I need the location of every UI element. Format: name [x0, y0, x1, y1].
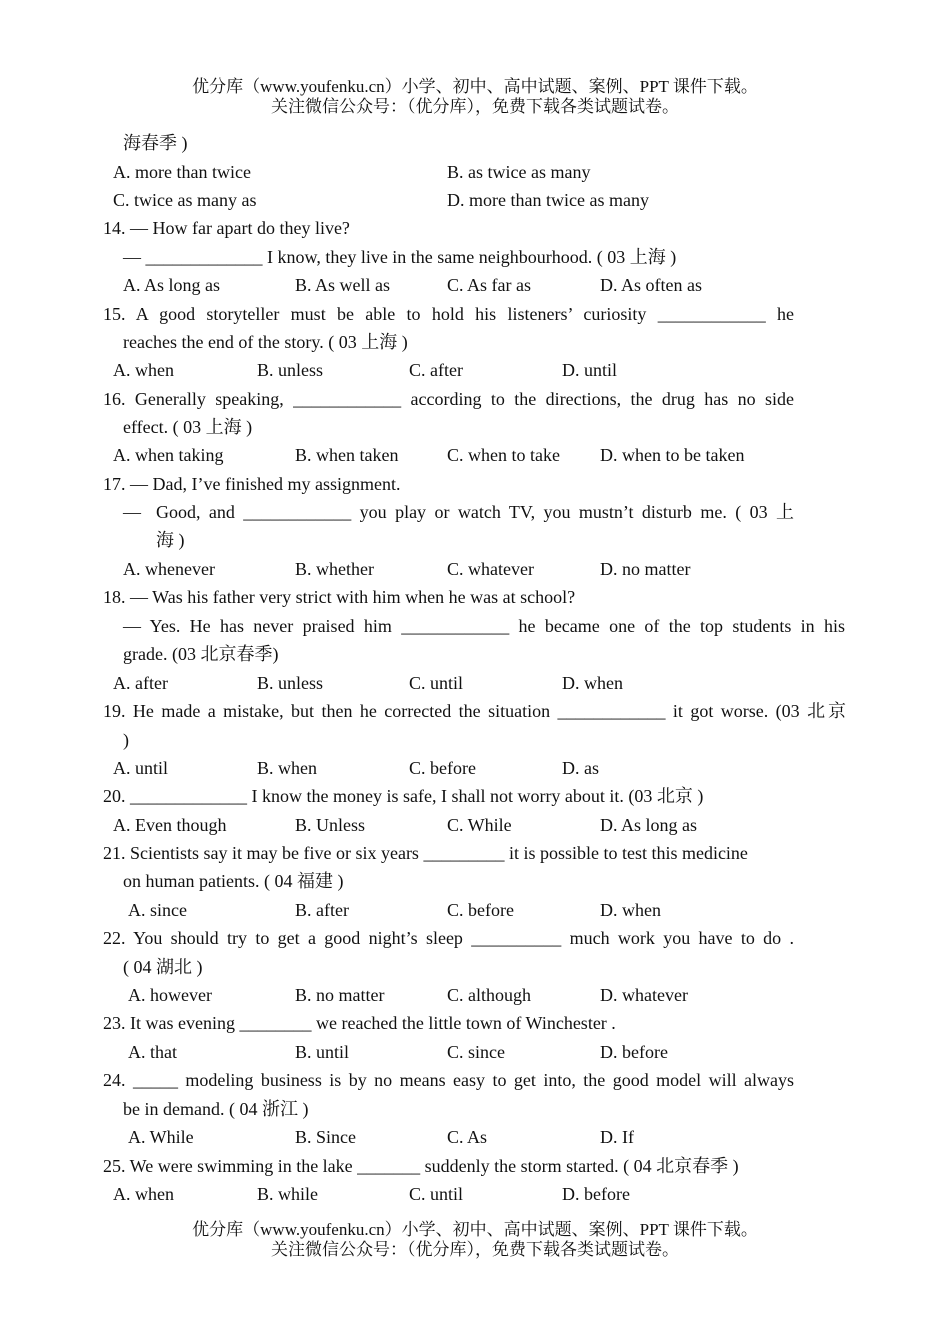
- q18-option-a: A. after: [113, 673, 168, 693]
- q16-line-1: 16. Generally speaking, ____________ according to the directions, the drug has no side: [103, 389, 794, 409]
- q21-option-c: C. before: [447, 900, 514, 920]
- q19-option-b: B. when: [257, 758, 317, 778]
- q14-option-c: C. As far as: [447, 275, 531, 295]
- q24-option-d: D. If: [600, 1127, 634, 1147]
- q23-option-c: C. since: [447, 1042, 505, 1062]
- q16-option-c: C. when to take: [447, 445, 560, 465]
- q24-option-b: B. Since: [295, 1127, 356, 1147]
- q18-option-b: B. unless: [257, 673, 324, 693]
- q14-option-b: B. As well as: [295, 275, 391, 295]
- q17-option-a: A. whenever: [123, 559, 215, 579]
- q13-tail: 海春季 ): [123, 133, 188, 153]
- q19-line-2: ): [123, 730, 129, 750]
- q22-line-2: ( 04 湖北 ): [123, 957, 203, 977]
- q16-option-b: B. when taken: [295, 445, 399, 465]
- q15-option-b: B. unless: [257, 360, 324, 380]
- q22-option-c: C. although: [447, 985, 531, 1005]
- q22-line-1: 22. You should try to get a good night’s sleep __________ much work you have to do .: [103, 928, 794, 948]
- q18-line-3: grade. (03 北京春季): [123, 644, 279, 664]
- q17-line-2: Good, and ____________ you play or watch TV, you mustn’t disturb me. ( 03 上: [156, 502, 794, 522]
- q16-option-d: D. when to be taken: [600, 445, 745, 465]
- q25-option-b: B. while: [257, 1184, 318, 1204]
- q24-line-2: be in demand. ( 04 浙江 ): [123, 1099, 309, 1119]
- q23-option-a: A. that: [128, 1042, 177, 1062]
- q14-line-1: 14. — How far apart do they live?: [103, 218, 350, 238]
- q15-option-a: A. when: [113, 360, 174, 380]
- q18-line-1: 18. — Was his father very strict with him when he was at school?: [103, 587, 576, 607]
- q19-line-1: 19. He made a mistake, but then he corrected the situation ____________ it got worse. (03 北京: [103, 701, 846, 721]
- q15-option-d: D. until: [562, 360, 618, 380]
- q15-line-2: reaches the end of the story. ( 03 上海 ): [123, 332, 408, 352]
- q16-line-2: effect. ( 03 上海 ): [123, 417, 253, 437]
- q21-line-2: on human patients. ( 04 福建 ): [123, 871, 344, 891]
- q21-option-a: A. since: [128, 900, 187, 920]
- q20-line-1: 20. _____________ I know the money is safe, I shall not worry about it. (03 北京 ): [103, 786, 704, 806]
- q20-option-d: D. As long as: [600, 815, 698, 835]
- q17-dash: —: [123, 502, 141, 522]
- q22-option-a: A. however: [128, 985, 212, 1005]
- q17-line-3: 海 ): [156, 530, 185, 550]
- q13-option-c: C. twice as many as: [113, 190, 257, 210]
- q25-line-1: 25. We were swimming in the lake _______ suddenly the storm started. ( 04 北京春季 ): [103, 1156, 739, 1176]
- q25-option-d: D. before: [562, 1184, 630, 1204]
- q17-option-c: C. whatever: [447, 559, 534, 579]
- q19-option-a: A. until: [113, 758, 169, 778]
- q14-option-a: A. As long as: [123, 275, 221, 295]
- q19-option-d: D. as: [562, 758, 599, 778]
- q22-option-d: D. whatever: [600, 985, 688, 1005]
- q14-option-d: D. As often as: [600, 275, 702, 295]
- q13-option-b: B. as twice as many: [447, 162, 591, 182]
- q15-line-1: 15. A good storyteller must be able to hold his listeners’ curiosity ____________ he: [103, 304, 794, 324]
- q24-option-a: A. While: [128, 1127, 194, 1147]
- q17-option-b: B. whether: [295, 559, 374, 579]
- q20-option-a: A. Even though: [113, 815, 227, 835]
- q20-option-c: C. While: [447, 815, 512, 835]
- q19-option-c: C. before: [409, 758, 476, 778]
- q25-option-a: A. when: [113, 1184, 174, 1204]
- q25-option-c: C. until: [409, 1184, 464, 1204]
- q18-line-2: — Yes. He has never praised him ____________ he became one of the top students in his: [123, 616, 845, 636]
- q21-option-b: B. after: [295, 900, 349, 920]
- footer-line-1: 优分库（www.youfenku.cn）小学、初中、高中试题、案例、PPT 课件下载。: [192, 1220, 758, 1239]
- q14-line-2: — _____________ I know, they live in the same neighbourhood. ( 03 上海 ): [123, 247, 677, 267]
- q24-option-c: C. As: [447, 1127, 488, 1147]
- q18-option-c: C. until: [409, 673, 464, 693]
- header-line-1: 优分库（www.youfenku.cn）小学、初中、高中试题、案例、PPT 课件下载。: [192, 77, 758, 96]
- q24-line-1: 24. _____ modeling business is by no means easy to get into, the good model will always: [103, 1070, 794, 1090]
- q17-line-1: 17. — Dad, I’ve finished my assignment.: [103, 474, 401, 494]
- footer-line-2: 关注微信公众号：（优分库），免费下载各类试题试卷。: [271, 1240, 679, 1259]
- q18-option-d: D. when: [562, 673, 623, 693]
- q15-option-c: C. after: [409, 360, 463, 380]
- q17-option-d: D. no matter: [600, 559, 691, 579]
- q16-option-a: A. when taking: [113, 445, 224, 465]
- q20-option-b: B. Unless: [295, 815, 366, 835]
- q23-line-1: 23. It was evening ________ we reached the little town of Winchester .: [103, 1013, 616, 1033]
- header-line-2: 关注微信公众号：（优分库），免费下载各类试题试卷。: [271, 97, 679, 116]
- q13-option-a: A. more than twice: [113, 162, 251, 182]
- q22-option-b: B. no matter: [295, 985, 385, 1005]
- q13-option-d: D. more than twice as many: [447, 190, 649, 210]
- q23-option-d: D. before: [600, 1042, 668, 1062]
- q23-option-b: B. until: [295, 1042, 350, 1062]
- q21-option-d: D. when: [600, 900, 661, 920]
- q21-line-1: 21. Scientists say it may be five or six years _________ it is possible to test this medicine: [103, 843, 748, 863]
